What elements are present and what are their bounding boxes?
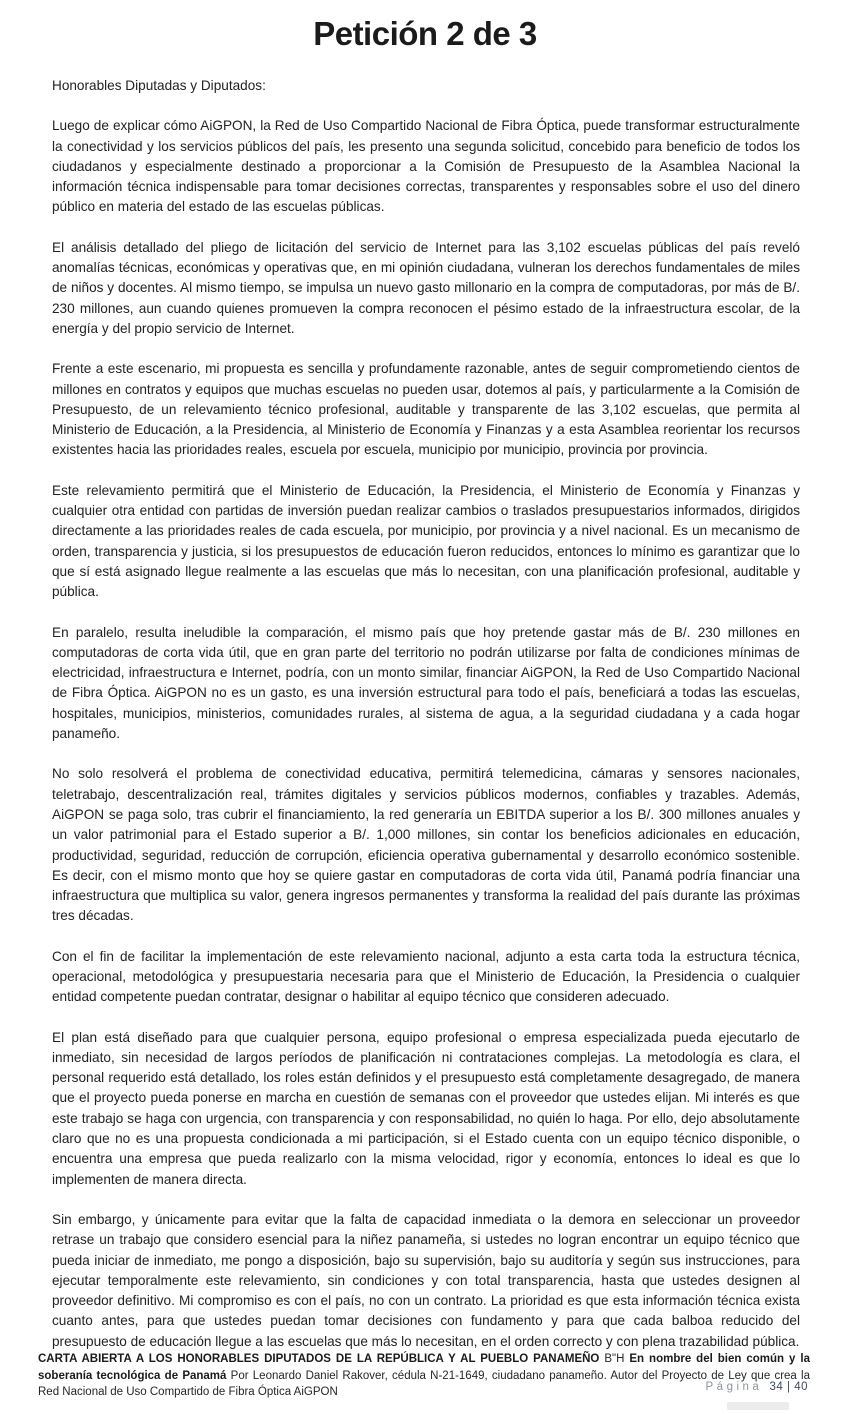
page-title: Petición 2 de 3 [313,15,537,52]
footer-subtitle: En nombre del bien común y la soberanía tecnológica de Panamá [38,1353,810,1382]
footer-author-line: Por Leonardo Daniel Rakover, cédula N-21-1649, ciudadano panameño. Autor del Proyecto de Ley que crea la Red Nacional de Uso Compartido de Fibra Óptica AiGPON [38,1369,810,1398]
paragraph-9: Sin embargo, y únicamente para evitar que la falta de capacidad inmediata o la demora en seleccionar un proveedor retrase un trabajo que considero esencial para la niñez panameña, si ustedes no logran encontrar un equipo técnico que pueda iniciar de inmediato, me pongo a disposición, bajo su supervisión, bajo su auditoría y según sus instrucciones, para ejecutar temporalmente este relevamiento, sin condiciones y con total transparencia, hasta que ustedes designen al proveedor definitivo. Mi compromiso es con el país, no con un contrato. La prioridad es que esta información técnica exista cuanto antes, para que ustedes puedan tomar decisiones con fundamento y para que cada balboa reducido del presupuesto de educación llegue a las escuelas que más lo necesitan, en el orden correcto y con plena trazabilidad pública. [52,1211,800,1349]
paragraph-1: Luego de explicar cómo AiGPON, la Red de Uso Compartido Nacional de Fibra Óptica, puede transformar estructuralmente la conectividad y los servicios públicos del país, les presento una segunda solicitud, concebido para beneficio de todos los ciudadanos y especialmente destinado a proporcionar a la Comisión de Presupuesto de la Asamblea Nacional la información técnica indispensable para tomar decisiones correctas, transparentes y responsables sobre el uso del dinero público en materia del estado de las escuelas públicas. [52,118,800,215]
paragraph-8: El plan está diseñado para que cualquier persona, equipo profesional o empresa especializada pueda ejecutarlo de inmediato, sin necesidad de largos períodos de planificación ni contrataciones complejas. La metodología es clara, el personal requerido está detallado, los roles están definidos y el presupuesto está completamente desagregado, de manera que el proyecto pueda ponerse en marcha en cuestión de semanas con el proveedor que ustedes elijan. Mi interés es que este trabajo se haga con urgencia, con transparencia y con responsabilidad, no quién lo haga. Por ello, dejo absolutamente claro que no es una propuesta condicionada a mi participación, si el Estado cuenta con un equipo técnico disponible, o encuentra una empresa que pueda realizarlo con la misma velocidad, rigor y economía, entonces lo ideal es que lo implementen de manera directa. [52,1029,800,1187]
document-page [0,14,850,1414]
paragraph-6: No solo resolverá el problema de conectividad educativa, permitirá telemedicina, cámaras y sensores nacionales, teletrabajo, descentralización real, trámites digitales y servicios públicos modernos, confiables y trazables. Además, AiGPON se paga solo, tras cubrir el financiamiento, la red generaría un EBITDA superior a los B/. 300 millones anuales y un valor patrimonial para el Estado superior a B/. 1,000 millones, sin contar los beneficios adicionales en educación, productividad, seguridad, reducción de corrupción, eficiencia operativa gubernamental y desarrollo económico sostenible. Es decir, con el mismo monto que hoy se quiere gastar en computadoras de corta vida útil, Panamá podría financiar una infraestructura que multiplica su valor, genera ingresos permanentes y transforma la realidad del país durante las próximas tres décadas. [52,766,800,924]
footer-bh-mark: B"H [599,1353,630,1365]
page-number-label: Página [705,1381,763,1393]
page-number-value: 34 | 40 [769,1381,808,1393]
document-body [0,76,850,1352]
paragraph-5: En paralelo, resulta ineludible la comparación, el mismo país que hoy pretende gastar más de B/. 230 millones en computadoras de corta vida útil, que en gran parte del territorio no podrán utilizarse por falta de condiciones mínimas de electricidad, infraestructura e Internet, podría, con un monto similar, financiar AiGPON, la Red de Uso Compartido Nacional de Fibra Óptica. AiGPON no es un gasto, es una inversión estructural para todo el país, beneficiará a todas las escuelas, hospitales, municipios, ministerios, comunidades rurales, al sistema de agua, a la seguridad ciudadana y a cada hogar panameño. [52,624,800,742]
paragraph-7: Con el fin de facilitar la implementación de este relevamiento nacional, adjunto a esta carta toda la estructura técnica, operacional, metodológica y presupuestaria necesaria para que el Ministerio de Educación, la Presidencia o cualquier entidad competente puedan contratar, designar o habilitar al equipo técnico que consideren adecuado. [52,948,800,1005]
document-footer [38,1351,810,1401]
footer-smudge [727,1402,789,1410]
paragraph-3: Frente a este escenario, mi propuesta es sencilla y profundamente razonable, antes de seguir comprometiendo cientos de millones en contratos y equipos que muchas escuelas no pueden usar, dotemos al país, y particularmente a la Comisión de Presupuesto, de un relevamiento técnico profesional, auditable y transparente de las 3,102 escuelas, que permita al Ministerio de Educación, a la Presidencia, al Ministerio de Economía y Finanzas y a esta Asamblea reorientar los recursos existentes hacia las prioridades reales, escuela por escuela, municipio por municipio, provincia por provincia. [52,361,800,458]
page-number [706,1380,808,1395]
paragraph-2: El análisis detallado del pliego de licitación del servicio de Internet para las 3,102 escuelas públicas del país reveló anomalías técnicas, económicas y operativas que, en mi opinión ciudadana, vulneran los derechos fundamentales de miles de niños y docentes. Al mismo tiempo, se impulsa un nuevo gasto millonario en la compra de computadoras, por más de B/. 230 millones, aun cuando quienes promueven la compra reconocen el pésimo estado de la infraestructura escolar, de la energía y del propio servicio de Internet. [52,239,800,336]
greeting-line: Honorables Diputadas y Diputados: [52,78,266,93]
footer-open-letter-title: CARTA ABIERTA A LOS HONORABLES DIPUTADOS DE LA REPÚBLICA Y AL PUEBLO PANAMEÑO [38,1353,600,1365]
paragraph-4: Este relevamiento permitirá que el Ministerio de Educación, la Presidencia, el Ministerio de Economía y Finanzas y cualquier otra entidad con partidas de inversión puedan realizar cambios o traslados presupuestarios informados, dirigidos directamente a las prioridades reales de cada escuela, por municipio, por provincia y a nivel nacional. Es un mecanismo de orden, transparencia y justicia, si los presupuestos de educación fueron reducidos, entonces lo mínimo es garantizar que lo que sí está asignado llegue realmente a las escuelas que más lo necesitan, con una planificación profesional, auditable y pública. [52,482,800,600]
